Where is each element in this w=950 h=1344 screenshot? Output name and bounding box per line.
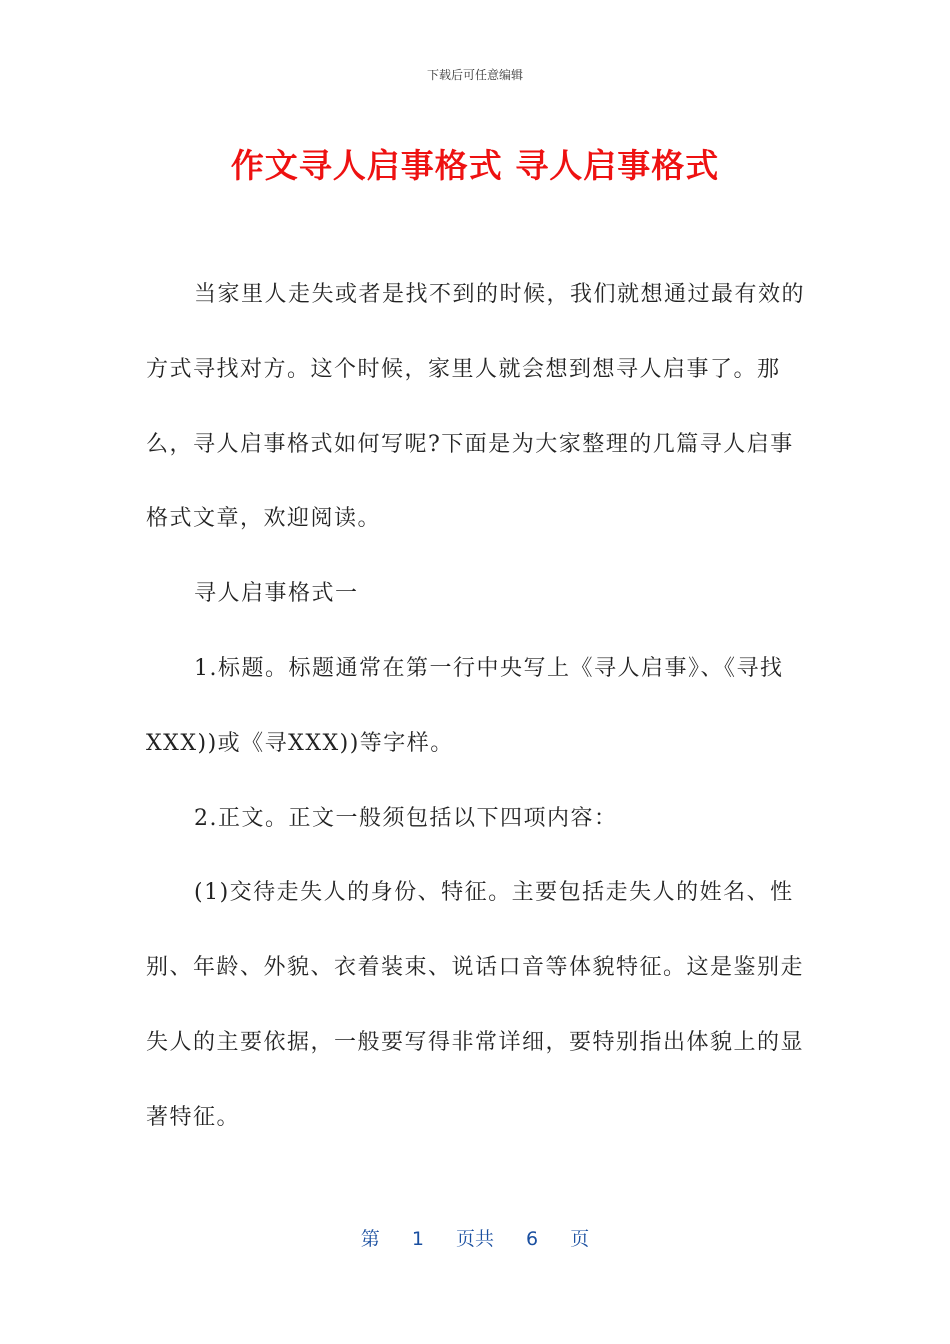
footer-suffix: 页 xyxy=(570,1228,590,1250)
footer-prefix: 第 xyxy=(360,1228,380,1250)
footer-page-number: 1 xyxy=(411,1228,424,1250)
footer-middle: 页共 xyxy=(455,1228,494,1250)
header-note: 下载后可任意编辑 xyxy=(426,68,523,82)
paragraph-subitem-identity: (1)交待走失人的身份、特征。主要包括走失人的姓名、性别、年龄、外貌、衣着装束、说话口音等体貌特征。这是鉴别走失人的主要依据，一般要写得非常详细，要特别指出体貌上的显著特征。 xyxy=(146,880,805,1130)
paragraph-item-title: 1.标题。标题通常在第一行中央写上《寻人启事》、《寻找XXX))或《寻XXX))等字样。 xyxy=(146,655,784,756)
document-title: 作文寻人启事格式 寻人启事格式 xyxy=(230,146,720,185)
paragraph-item-body: 2.正文。正文一般须包括以下四项内容： xyxy=(194,805,618,831)
paragraph-intro: 当家里人走失或者是找不到的时候，我们就想通过最有效的方式寻找对方。这个时候，家里人就会想到想寻人启事了。那么，寻人启事格式如何写呢?下面是为大家整理的几篇寻人启事格式文章，欢迎阅读。 xyxy=(146,282,806,532)
paragraph-section-heading: 寻人启事格式一 xyxy=(194,581,359,607)
page-footer xyxy=(0,1224,950,1251)
footer-total-pages: 6 xyxy=(526,1228,539,1250)
document-body xyxy=(146,258,806,1156)
